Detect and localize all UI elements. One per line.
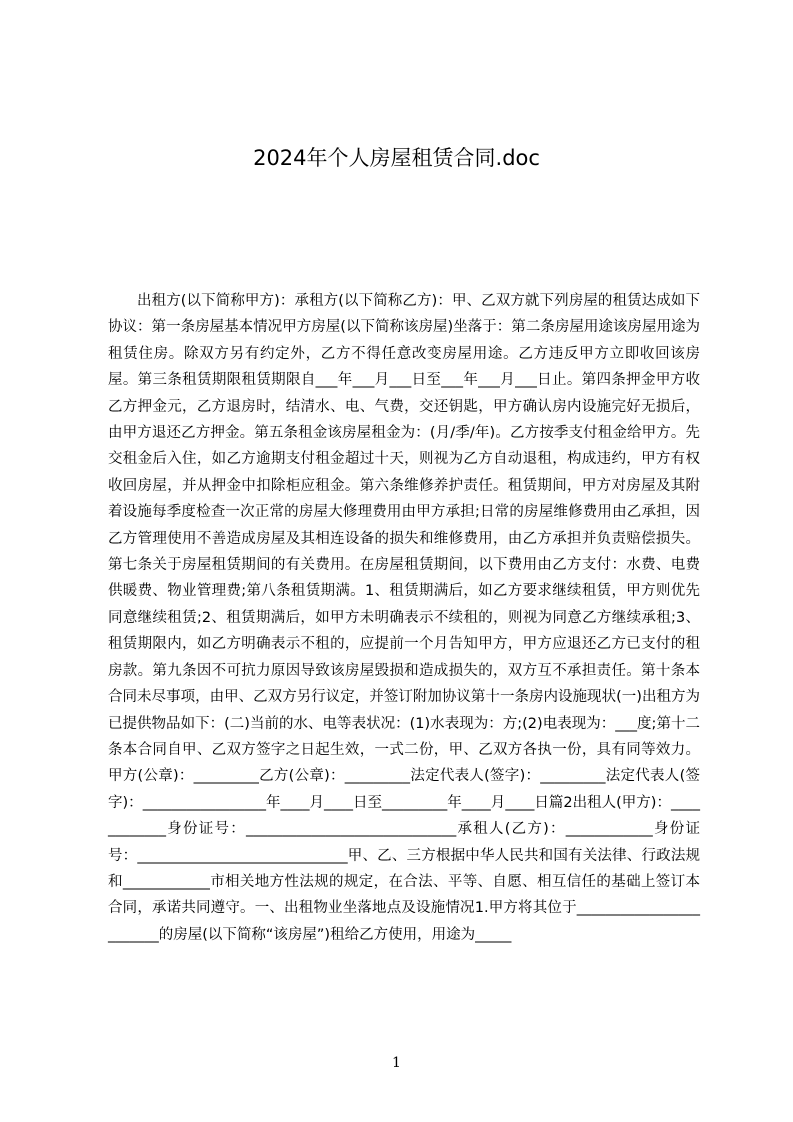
page-number: 1: [392, 1055, 401, 1071]
contract-body-paragraph: 出租方(以下简称甲方)：承租方(以下简称乙方)：甲、乙双方就下列房屋的租赁达成如下协议：第一条房屋基本情况甲方房屋(以下简称该房屋)坐落于：第二条房屋用途该房屋用途为租赁住房。除双方另有约定外，乙方不得任意改变房屋用途。乙方违反甲方立即收回该房屋。第三条租赁期限租赁期限自___年___月___日至___年___月___日止。第四条押金甲方收乙方押金元，乙方退房时，结清水、电、气费，交还钥匙，甲方确认房内设施完好无损后，由甲方退还乙方押金。第五条租金该房屋租金为：(月/季/年)。乙方按季支付租金给甲方。先交租金后入住，如乙方逾期支付租金超过十天，则视为乙方自动退租，构成违约，甲方有权收回房屋，并从押金中扣除柜应租金。第六条维修养护责任。租赁期间，甲方对房屋及其附着设施每季度检查一次正常的房屋大修理费用由甲方承担;日常的房屋维修费用由乙承担，因乙方管理使用不善造成房屋及其相连设备的损失和维修费用，由乙方承担并负责赔偿损失。第七条关于房屋租赁期间的有关费用。在房屋租赁期间，以下费用由乙方支付：水费、电费供暖费、物业管理费;第八条租赁期满。1、租赁期满后，如乙方要求继续租赁，甲方则优先同意继续租赁;2、租赁期满后，如甲方未明确表示不续租的，则视为同意乙方继续承租;3、租赁期限内，如乙方明确表示不租的，应提前一个月告知甲方，甲方应退还乙方已支付的租房款。第九条因不可抗力原因导致该房屋毁损和造成损失的，双方互不承担责任。第十条本合同未尽事项，由甲、乙双方另行议定，并签订附加协议第十一条房内设施现状(一)出租方为已提供物品如下：(二)当前的水、电等表状况：(1)水表现为：方;(2)电表现为：___度;第十二条本合同自甲、乙双方签字之日起生效，一式二份，甲、乙双方各执一份，具有同等效力。甲方(公章)：_________乙方(公章)：_________法定代表人(签字)：_________法定代表人(签字)：_________________年____月____日至_________年____月____日篇2出租人(甲方)：____________身份证号：_____________________________承租人(乙方)：____________身份证号：_____________________________甲、乙、三方根据中华人民共和国有关法律、行政法规和____________市相关地方性法规的规定，在合法、平等、自愿、相互信任的基础上签订本合同，承诺共同遵守。一、出租物业坐落地点及设施情况1.甲方将其位于________________________的房屋(以下简称“该房屋”)租给乙方使用，用途为_____: [108, 293, 700, 943]
document-title: 2024年个人房屋租赁合同.doc: [253, 146, 540, 170]
